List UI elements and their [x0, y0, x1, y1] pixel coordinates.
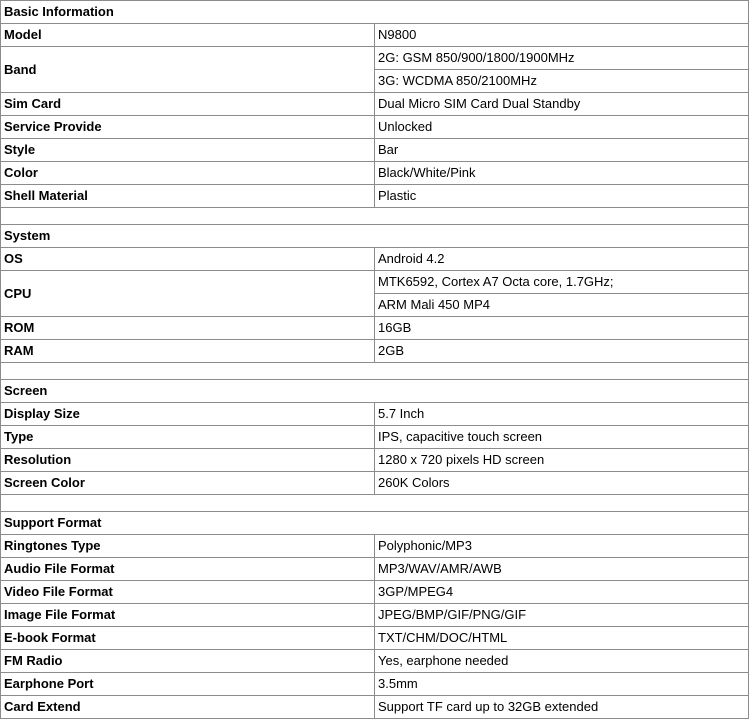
spacer-cell — [1, 495, 749, 512]
row-value: Unlocked — [375, 116, 749, 139]
row-value: 3G: WCDMA 850/2100MHz — [375, 70, 749, 93]
row-label: Ringtones Type — [1, 535, 375, 558]
row-value: Android 4.2 — [375, 248, 749, 271]
row-label: Audio File Format — [1, 558, 375, 581]
section-title-system: System — [1, 225, 749, 248]
spacer-row — [1, 208, 749, 225]
section-title-basic: Basic Information — [1, 1, 749, 24]
table-row — [1, 24, 749, 47]
row-value: MP3/WAV/AMR/AWB — [375, 558, 749, 581]
table-row — [1, 449, 749, 472]
row-value: 3GP/MPEG4 — [375, 581, 749, 604]
row-label: Color — [1, 162, 375, 185]
row-value: 2G: GSM 850/900/1800/1900MHz — [375, 47, 749, 70]
table-row — [1, 604, 749, 627]
table-row — [1, 535, 749, 558]
row-value: 1280 x 720 pixels HD screen — [375, 449, 749, 472]
table-row — [1, 93, 749, 116]
row-label: ROM — [1, 317, 375, 340]
row-value: JPEG/BMP/GIF/PNG/GIF — [375, 604, 749, 627]
table-row — [1, 271, 749, 294]
row-label: Resolution — [1, 449, 375, 472]
table-row — [1, 162, 749, 185]
row-value: TXT/CHM/DOC/HTML — [375, 627, 749, 650]
row-value: 3.5mm — [375, 673, 749, 696]
row-value: 2GB — [375, 340, 749, 363]
row-value: ARM Mali 450 MP4 — [375, 294, 749, 317]
row-value: Support TF card up to 32GB extended — [375, 696, 749, 719]
row-value: 16GB — [375, 317, 749, 340]
spacer-cell — [1, 208, 749, 225]
table-row — [1, 673, 749, 696]
table-row — [1, 403, 749, 426]
row-label: Earphone Port — [1, 673, 375, 696]
spacer-cell — [1, 363, 749, 380]
table-row — [1, 116, 749, 139]
table-row — [1, 472, 749, 495]
table-row — [1, 139, 749, 162]
row-label: Band — [1, 47, 375, 93]
spacer-row — [1, 363, 749, 380]
row-label: Video File Format — [1, 581, 375, 604]
row-label: Sim Card — [1, 93, 375, 116]
row-label: Type — [1, 426, 375, 449]
row-value: MTK6592, Cortex A7 Octa core, 1.7GHz; — [375, 271, 749, 294]
table-row — [1, 696, 749, 719]
row-label: Image File Format — [1, 604, 375, 627]
row-label: Shell Material — [1, 185, 375, 208]
section-row-system — [1, 225, 749, 248]
table-row — [1, 426, 749, 449]
row-value: Plastic — [375, 185, 749, 208]
row-value: Polyphonic/MP3 — [375, 535, 749, 558]
row-label: Model — [1, 24, 375, 47]
table-row — [1, 581, 749, 604]
row-value: IPS, capacitive touch screen — [375, 426, 749, 449]
row-value: Yes, earphone needed — [375, 650, 749, 673]
table-row — [1, 558, 749, 581]
table-row — [1, 47, 749, 70]
row-value: N9800 — [375, 24, 749, 47]
table-row — [1, 317, 749, 340]
section-title-support: Support Format — [1, 512, 749, 535]
row-label: OS — [1, 248, 375, 271]
row-value: Bar — [375, 139, 749, 162]
table-row — [1, 650, 749, 673]
table-row — [1, 185, 749, 208]
row-label: CPU — [1, 271, 375, 317]
row-value: 5.7 Inch — [375, 403, 749, 426]
row-value: 260K Colors — [375, 472, 749, 495]
table-row — [1, 627, 749, 650]
row-value: Black/White/Pink — [375, 162, 749, 185]
row-label: Style — [1, 139, 375, 162]
section-row-basic — [1, 1, 749, 24]
table-row — [1, 340, 749, 363]
section-row-screen — [1, 380, 749, 403]
row-label: RAM — [1, 340, 375, 363]
row-value: Dual Micro SIM Card Dual Standby — [375, 93, 749, 116]
row-label: E-book Format — [1, 627, 375, 650]
table-row — [1, 248, 749, 271]
section-title-screen: Screen — [1, 380, 749, 403]
row-label: Display Size — [1, 403, 375, 426]
row-label: Card Extend — [1, 696, 375, 719]
section-row-support — [1, 512, 749, 535]
row-label: Screen Color — [1, 472, 375, 495]
row-label: FM Radio — [1, 650, 375, 673]
row-label: Service Provide — [1, 116, 375, 139]
spacer-row — [1, 495, 749, 512]
